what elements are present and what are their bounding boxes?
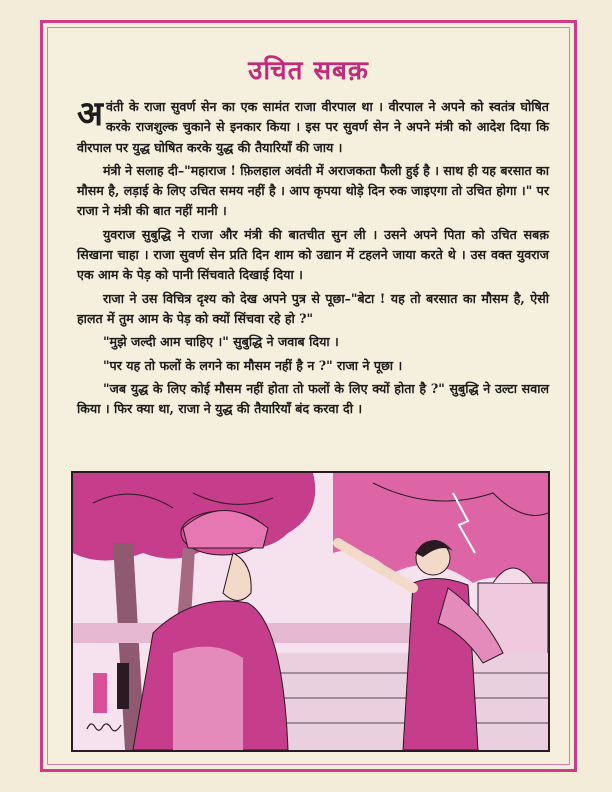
paragraph-2: मंत्री ने सलाह दी–"महाराज ! फ़िलहाल अवंती में अराजकता फैली हुई है । साथ ही यह बरसात का मौसम है, लड़ाई के लिए उचित समय नहीं है । आप कृपया थोड़े दिन रुक जाइएगा तो उचित होगा ।" पर राजा ने मंत्री की बात नहीं मानी । [77, 162, 549, 219]
paragraph-6: "पर यह तो फलों के लगने का मौसम नहीं है न ?" राजा ने पूछा । [103, 357, 403, 373]
story-title: उचित सबक़ [248, 56, 369, 86]
page-frame [40, 20, 577, 772]
paragraph-4: राजा ने उस विचित्र दृश्य को देख अपने पुत्र से पूछा–"बेटा ! यह तो बरसात का मौसम है, ऐसी हालत में तुम आम के पेड़ को क्यों सिंचवा रहे हो ?" [77, 290, 549, 326]
paragraph-7: "जब युद्ध के लिए कोई मौसम नहीं होता तो फलों के लिए क्यों होता है ?" सुबुद्धि ने उल्टा सवाल किया । फिर क्या था, राजा ने युद्ध की तैयारियाँ बंद करवा दी । [77, 380, 549, 417]
paragraph-1 [77, 94, 549, 158]
story-illustration [71, 471, 550, 752]
paragraph-5: "मुझे जल्दी आम चाहिए ।" सुबुद्धि ने जवाब दिया । [103, 334, 339, 350]
paragraph-1-text: वंती के राजा सुवर्ण सेन का एक सामंत राजा वीरपाल था । वीरपाल ने अपने को स्वतंत्र घोषित करके राजशुल्क चुकाने से इनकार किया । इस पर सुवर्ण सेन ने अपने मंत्री को आदेश दिया कि वीरपाल पर युद्ध घोषित करके युद्ध की तैयारियाँ की जाय । [77, 99, 549, 155]
story-text [77, 94, 549, 422]
artist-signature [85, 718, 125, 732]
paragraph-3: युवराज सुबुद्धि ने राजा और मंत्री की बातचीत सुन ली । उसने अपने पिता को उचित सबक़ सिखाना चाहा । राजा सुवर्ण सेन प्रति दिन शाम को उद्यान में टहलने जाया करते थे । उस वक्त युवराज एक आम के पेड़ को पानी सिंचवाते दिखाई दिया । [77, 226, 549, 283]
signature-mark [85, 718, 125, 732]
dropcap: अ [77, 94, 103, 134]
illustration-drawing [73, 473, 548, 750]
